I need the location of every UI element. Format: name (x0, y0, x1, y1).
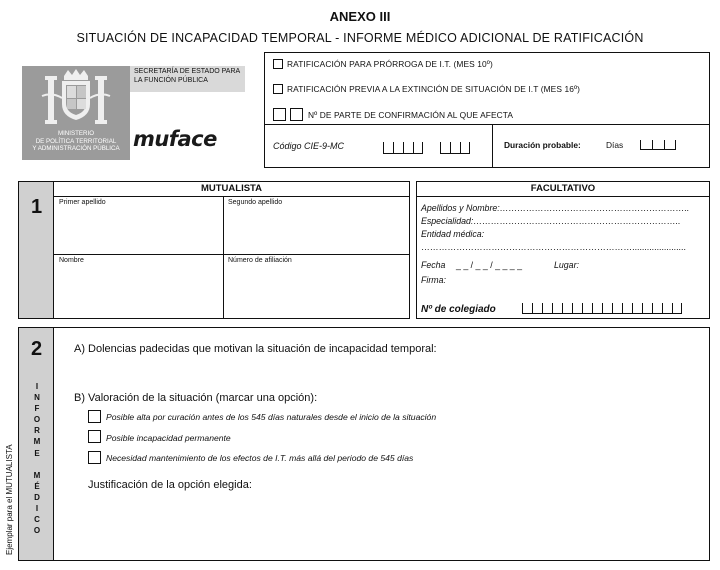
first-surname-field[interactable] (55, 197, 222, 253)
collegiate-digit-6[interactable] (572, 303, 582, 314)
collegiate-digit-1[interactable] (522, 303, 532, 314)
vertical-letter: M (33, 470, 41, 480)
vertical-letter: D (34, 492, 40, 502)
collegiate-digit-14[interactable] (652, 303, 662, 314)
signature-label: Firma: (421, 275, 446, 285)
ministerio-line-1: MINISTERIO (57, 130, 95, 137)
collegiate-digit-9[interactable] (602, 303, 612, 314)
annex-title: ANEXO III (329, 9, 391, 24)
collegiate-digit-12[interactable] (632, 303, 642, 314)
collegiate-digit-8[interactable] (592, 303, 602, 314)
vertical-spacer (30, 459, 44, 470)
collegiate-digit-15[interactable] (662, 303, 672, 314)
vertical-letter: O (33, 526, 41, 536)
cie-digit-3[interactable] (403, 142, 413, 154)
secretaria-line-2: LA FUNCIÓN PÚBLICA (134, 77, 208, 84)
signature-field[interactable] (452, 273, 702, 299)
muface-logo: muface (133, 127, 217, 151)
second-surname-field[interactable] (224, 197, 408, 253)
affiliation-number-label: Número de afiliación (228, 257, 292, 264)
justificacion-label: Justificación de la opción elegida: (88, 479, 252, 491)
justificacion-field[interactable] (88, 495, 698, 555)
vertical-letter: C (34, 515, 40, 525)
collegiate-digit-11[interactable] (622, 303, 632, 314)
facultativo-specialty-line[interactable]: Especialidad:…………………………………………………………….. (421, 216, 681, 226)
cie-digit-5[interactable] (440, 142, 450, 154)
days-digit-2[interactable] (652, 140, 664, 150)
collegiate-digit-10[interactable] (612, 303, 622, 314)
collegiate-digit-2[interactable] (532, 303, 542, 314)
days-label: Días (606, 140, 624, 150)
parte-confirmacion-label: Nº DE PARTE DE CONFIRMACIÓN AL QUE AFECTA (308, 110, 514, 120)
cie-label: Código CIE-9-MC (273, 141, 345, 151)
collegiate-number-field[interactable] (522, 303, 682, 314)
coat-of-arms-icon (22, 66, 130, 130)
option-incapacidad-checkbox[interactable] (88, 430, 101, 443)
name-label: Nombre (59, 257, 84, 264)
duration-label: Duración probable: (504, 140, 581, 150)
cie-digit-7[interactable] (460, 142, 470, 154)
secretaria-text (134, 67, 246, 85)
facultativo-header: FACULTATIVO (530, 183, 596, 194)
facultativo-names-line[interactable]: Apellidos y Nombre:……………………………………………………….. (421, 203, 690, 213)
cie-code-field-2[interactable] (440, 142, 470, 154)
vertical-letter: É (34, 481, 40, 491)
ministerio-text (22, 130, 130, 153)
vertical-letter: N (34, 393, 40, 403)
facultativo-entity-label: Entidad médica: (421, 229, 485, 239)
secretaria-line-1: SECRETARÍA DE ESTADO PARA (134, 68, 241, 75)
first-surname-label: Primer apellido (59, 199, 106, 206)
name-field[interactable] (55, 255, 222, 317)
section-1-number: 1 (30, 196, 43, 218)
option-alta-checkbox[interactable] (88, 410, 101, 423)
cie-digit-1[interactable] (383, 142, 393, 154)
ejemplar-note: Ejemplar para el MUTUALISTA (5, 444, 14, 555)
extincion-label: RATIFICACIÓN PREVIA A LA EXTINCIÓN DE SITUACIÓN DE I.T (MES 16º) (287, 84, 581, 94)
informe-medico-vertical-label (30, 381, 44, 536)
vertical-letter: I (35, 382, 39, 391)
collegiate-digit-7[interactable] (582, 303, 592, 314)
days-field[interactable] (640, 140, 676, 150)
vertical-letter: E (34, 448, 40, 458)
date-field[interactable]: _ _ / _ _ / _ _ _ _ (456, 260, 523, 270)
cie-digit-4[interactable] (413, 142, 423, 154)
facultativo-entity-line[interactable]: ………………………………………………………………...................... (421, 242, 686, 252)
prorroga-label: RATIFICACIÓN PARA PRÓRROGA DE I.T. (MES 10º) (287, 59, 493, 69)
date-label: Fecha (421, 260, 446, 270)
place-label: Lugar: (554, 260, 579, 270)
dolencias-label: A) Dolencias padecidas que motivan la situación de incapacidad temporal: (74, 343, 437, 355)
facultativo-header-divider (416, 196, 710, 197)
mutualista-header: MUTUALISTA (200, 183, 263, 194)
section-2-number: 2 (30, 338, 43, 360)
vertical-letter: O (33, 415, 41, 425)
collegiate-digit-3[interactable] (542, 303, 552, 314)
parte-digit-box-1[interactable] (273, 108, 286, 121)
affiliation-number-field[interactable] (224, 255, 408, 317)
cie-digit-2[interactable] (393, 142, 403, 154)
ministerio-line-2: DE POLÍTICA TERRITORIAL (35, 137, 117, 145)
option-mantenimiento-checkbox[interactable] (88, 451, 101, 464)
option-mantenimiento-label: Necesidad mantenimiento de los efectos de I.T. más allá del periodo de 545 días (106, 453, 414, 463)
extincion-checkbox[interactable] (273, 84, 283, 94)
cie-code-field-1[interactable] (383, 142, 423, 154)
cie-digit-6[interactable] (450, 142, 460, 154)
collegiate-digit-13[interactable] (642, 303, 652, 314)
dolencias-field[interactable] (74, 358, 694, 386)
valoracion-label: B) Valoración de la situación (marcar una opción): (74, 392, 318, 404)
ministerio-line-3: Y ADMINISTRACIÓN PÚBLICA (32, 145, 120, 153)
collegiate-digit-4[interactable] (552, 303, 562, 314)
place-field[interactable] (588, 258, 703, 271)
parte-digit-box-2[interactable] (290, 108, 303, 121)
ratification-divider (264, 124, 710, 125)
option-alta-label: Posible alta por curación antes de los 545 días naturales desde el inicio de la situación (106, 412, 437, 422)
ratification-vertical-divider (492, 124, 493, 168)
prorroga-checkbox[interactable] (273, 59, 283, 69)
option-incapacidad-label: Posible incapacidad permanente (106, 433, 231, 443)
collegiate-digit-16[interactable] (672, 303, 682, 314)
second-surname-label: Segundo apellido (228, 199, 283, 206)
vertical-letter: M (33, 437, 41, 447)
collegiate-number-label: Nº de colegiado (421, 304, 496, 315)
form-title: SITUACIÓN DE INCAPACIDAD TEMPORAL - INFORME MÉDICO ADICIONAL DE RATIFICACIÓN (76, 31, 644, 45)
days-digit-1[interactable] (640, 140, 652, 150)
collegiate-digit-5[interactable] (562, 303, 572, 314)
vertical-letter: R (34, 426, 40, 436)
vertical-letter: I (35, 503, 39, 513)
days-digit-3[interactable] (664, 140, 676, 150)
vertical-letter: F (34, 404, 40, 414)
